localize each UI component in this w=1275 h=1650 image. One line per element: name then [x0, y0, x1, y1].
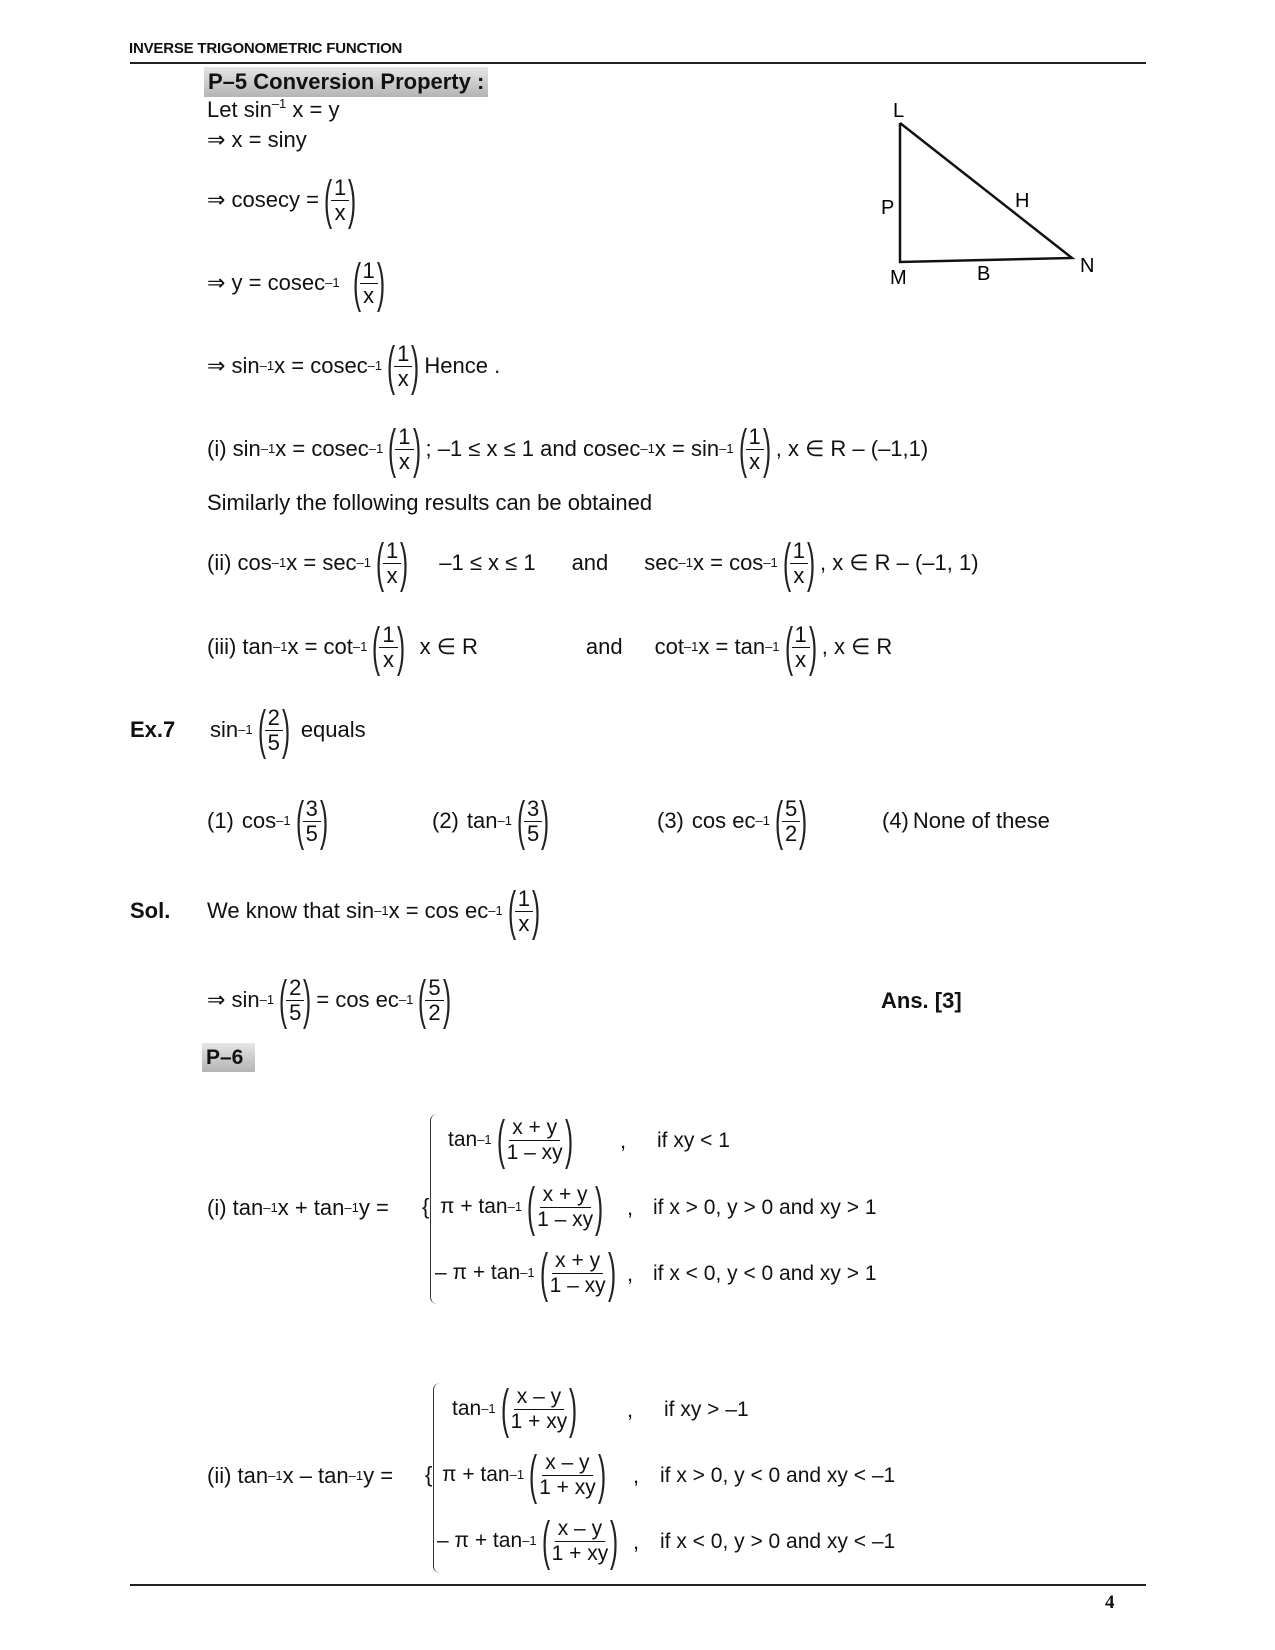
comma: , [620, 1128, 627, 1153]
section-title-p6: P–6 [202, 1043, 255, 1072]
side-label-b: B [977, 263, 991, 285]
diff-cond-1: if xy > –1 [664, 1398, 749, 1421]
comma: , [627, 1261, 634, 1286]
diff-lhs: (ii) tan –1 x – tan –1 y = [207, 1463, 394, 1488]
similarly-text: Similarly the following results can be obtained [207, 490, 653, 515]
sum-case-1: tan –1 ( $\frac{x + y}{1 - xy}$ ) [448, 1110, 573, 1170]
section-title-p5: P–5 Conversion Property : [204, 67, 488, 97]
running-header: INVERSE TRIGONOMETRIC FUNCTION [129, 40, 403, 57]
answer-label: Ans. [3] [881, 988, 962, 1013]
sum-lhs: (i) tan –1 x + tan –1 y = [207, 1195, 389, 1220]
solution-line-1: We know that sin –1 x = cos ec –1 ( $\frac{1}{x}$ ) [207, 881, 540, 941]
example-label: Ex.7 [130, 717, 176, 742]
p5-line-cosecy: ⇒ cosecy = ( $\frac{1}{x}$ ) [207, 170, 357, 230]
comma: , [627, 1397, 634, 1422]
header-rule [130, 62, 1146, 64]
diff-cond-2: if x > 0, y < 0 and xy < –1 [660, 1464, 896, 1487]
sum-cond-3: if x < 0, y < 0 and xy > 1 [653, 1262, 877, 1285]
diff-cond-3: if x < 0, y > 0 and xy < –1 [660, 1530, 896, 1553]
option-2: (2) tan –1 ( $\frac{3}{5}$ ) [432, 791, 550, 851]
left-brace-tip-icon: { [425, 1462, 433, 1487]
option-3: (3) cos ec –1 ( $\frac{5}{2}$ ) [657, 791, 808, 851]
footer-rule [130, 1584, 1146, 1586]
sum-cond-1: if xy < 1 [657, 1129, 730, 1152]
sum-cond-2: if x > 0, y > 0 and xy > 1 [653, 1196, 877, 1219]
solution-line-2: ⇒ sin –1 ( $\frac{2}{5}$ ) = cos ec –1 ( $\frac{5}{2}$ ) [207, 970, 451, 1030]
vertex-label-n: N [1080, 255, 1095, 277]
sum-case-3: – π + tan –1 ( $\frac{x + y}{1 - xy}$ ) [435, 1243, 616, 1303]
result-ii: (ii) cos –1 x = sec –1 ( $\frac{1}{x}$ ) –1 ≤ x ≤ 1 and sec –1 x = cos –1 ( $\frac{1}{x}$ ) , x ∈ R – (–1, 1) [207, 533, 979, 593]
p5-line-hence: ⇒ sin –1 x = cosec –1 ( $\frac{1}{x}$ ) Hence . [207, 336, 501, 396]
comma: , [633, 1463, 640, 1488]
p5-line-y-cosec: ⇒ y = cosec –1 ( $\frac{1}{x}$ ) [207, 253, 385, 313]
solution-label: Sol. [130, 898, 171, 923]
side-label-p: P [881, 197, 895, 219]
example-question: sin –1 ( $\frac{2}{5}$ ) equals [210, 700, 366, 760]
option-1: (1) cos –1 ( $\frac{3}{5}$ ) [207, 791, 328, 851]
option-4: (4) None of these [882, 808, 1050, 833]
vertex-label-m: M [890, 267, 907, 289]
diff-case-1: tan –1 ( $\frac{x - y}{1 + xy}$ ) [452, 1379, 578, 1439]
comma: , [633, 1529, 640, 1554]
vertex-label-l: L [893, 100, 905, 122]
result-i: (i) sin –1 x = cosec –1 ( $\frac{1}{x}$ ) ; –1 ≤ x ≤ 1 and cosec –1 x = sin –1 ( $\frac{1}{x}$ ) , x ∈ R – (–1,1) [207, 419, 929, 479]
right-triangle-diagram [860, 95, 1100, 295]
diff-case-2: π + tan –1 ( $\frac{x - y}{1 + xy}$ ) [442, 1445, 606, 1505]
page-number: 4 [1105, 1592, 1115, 1613]
p5-line-let: Let $\sin^{-1} x = y$ [207, 96, 340, 122]
sum-case-2: π + tan –1 ( $\frac{x + y}{1 - xy}$ ) [440, 1177, 604, 1237]
comma: , [627, 1195, 634, 1220]
result-iii: (iii) tan –1 x = cot –1 ( $\frac{1}{x}$ ) x ∈ R and cot –1 x = tan –1 ( $\frac{1}{x}$ ) , x ∈ R [207, 617, 893, 677]
left-brace-tip-icon: { [422, 1194, 430, 1219]
p5-line-x-siny: ⇒ x = siny [207, 127, 307, 152]
side-label-h: H [1015, 190, 1030, 212]
diff-case-3: – π + tan –1 ( $\frac{x - y}{1 + xy}$ ) [437, 1511, 619, 1571]
